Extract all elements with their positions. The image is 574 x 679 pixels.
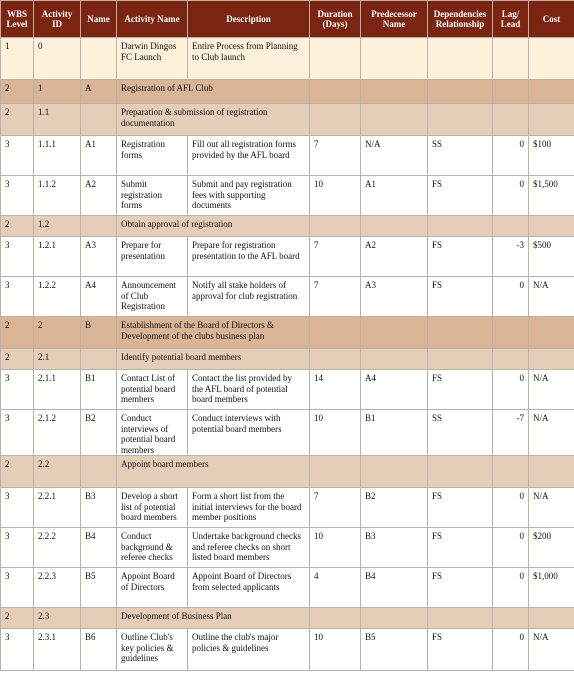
description-cell: Undertake background checks and referee checks on short listed board members (188, 528, 310, 568)
empty-cell (529, 80, 574, 104)
empty-cell (428, 216, 493, 237)
empty-cell (428, 608, 493, 629)
empty-cell (310, 349, 361, 370)
name-cell (81, 104, 117, 136)
predecessor-cell: B5 (361, 629, 428, 671)
empty-cell (361, 349, 428, 370)
activity-id-cell: 2.1 (34, 349, 81, 370)
activity-id-cell: 1.1.2 (34, 176, 81, 216)
name-cell (81, 216, 117, 237)
lag-lead-cell: 0 (493, 136, 529, 176)
name-cell: B5 (81, 568, 117, 608)
table-row (1, 608, 574, 629)
activity-id-cell: 2.1.2 (34, 410, 81, 456)
cost-cell: N/A (529, 488, 574, 528)
activity-id-cell: 2.2.2 (34, 528, 81, 568)
wbs-level-cell: 3 (1, 410, 34, 456)
header-name: Name (81, 1, 117, 38)
section-title-cell: Obtain approval of registration (117, 216, 310, 237)
table-row (1, 80, 574, 104)
header-activity-id: Activity ID (34, 1, 81, 38)
dependency-cell (428, 38, 493, 80)
activity-id-cell: 2.2 (34, 456, 81, 488)
name-cell: B1 (81, 370, 117, 410)
wbs-level-cell: 3 (1, 237, 34, 277)
header-duration: Duration (Days) (310, 1, 361, 38)
empty-cell (310, 317, 361, 349)
lag-lead-cell: 0 (493, 528, 529, 568)
empty-cell (529, 104, 574, 136)
activity-name-cell: Develop a short list of potential board members (117, 488, 188, 528)
name-cell: B (81, 317, 117, 349)
table-row (1, 528, 574, 568)
lag-lead-cell: -3 (493, 237, 529, 277)
activity-id-cell: 2.2.1 (34, 488, 81, 528)
empty-cell (310, 608, 361, 629)
lag-lead-cell: 0 (493, 176, 529, 216)
predecessor-cell: B2 (361, 488, 428, 528)
activity-id-cell: 1.1.1 (34, 136, 81, 176)
activity-name-cell: Conduct background & referee checks (117, 528, 188, 568)
wbs-level-cell: 2 (1, 104, 34, 136)
empty-cell (493, 80, 529, 104)
name-cell: B4 (81, 528, 117, 568)
dependency-cell: FS (428, 568, 493, 608)
table-body (1, 38, 574, 671)
wbs-level-cell: 2 (1, 456, 34, 488)
cost-cell: $1,500 (529, 176, 574, 216)
name-cell: B6 (81, 629, 117, 671)
empty-cell (310, 456, 361, 488)
empty-cell (428, 456, 493, 488)
activity-id-cell: 1 (34, 80, 81, 104)
empty-cell (428, 349, 493, 370)
table-row (1, 488, 574, 528)
table-row (1, 176, 574, 216)
predecessor-cell: A2 (361, 237, 428, 277)
wbs-level-cell: 3 (1, 568, 34, 608)
empty-cell (493, 317, 529, 349)
activity-id-cell: 1.2 (34, 216, 81, 237)
lag-lead-cell: -7 (493, 410, 529, 456)
cost-cell: N/A (529, 629, 574, 671)
dependency-cell: SS (428, 410, 493, 456)
activity-name-cell: Contact List of potential board members (117, 370, 188, 410)
duration-cell: 4 (310, 568, 361, 608)
name-cell: A4 (81, 277, 117, 317)
duration-cell: 14 (310, 370, 361, 410)
predecessor-cell: A4 (361, 370, 428, 410)
name-cell (81, 608, 117, 629)
activity-name-cell: Registration forms (117, 136, 188, 176)
table-row (1, 410, 574, 456)
activity-name-cell: Announcement of Club Registration (117, 277, 188, 317)
description-cell: Contact the list provided by the AFL board of potential board members (188, 370, 310, 410)
predecessor-cell: B4 (361, 568, 428, 608)
empty-cell (361, 216, 428, 237)
wbs-level-cell: 2 (1, 349, 34, 370)
description-cell: Fill out all registration forms provided by the AFL board (188, 136, 310, 176)
description-cell: Form a short list from the initial interviews for the board member positions (188, 488, 310, 528)
cost-cell: N/A (529, 410, 574, 456)
wbs-level-cell: 3 (1, 136, 34, 176)
cost-cell: $200 (529, 528, 574, 568)
dependency-cell: FS (428, 629, 493, 671)
header-wbs-level: WBS Level (1, 1, 34, 38)
empty-cell (529, 317, 574, 349)
lag-lead-cell: 0 (493, 277, 529, 317)
name-cell: A (81, 80, 117, 104)
activity-id-cell: 2.3 (34, 608, 81, 629)
cost-cell: $1,000 (529, 568, 574, 608)
predecessor-cell: N/A (361, 136, 428, 176)
name-cell (81, 38, 117, 80)
header-lag-lead: Lag/ Lead (493, 1, 529, 38)
section-title-cell: Appoint board members (117, 456, 310, 488)
activity-id-cell: 2.2.3 (34, 568, 81, 608)
wbs-level-cell: 3 (1, 528, 34, 568)
empty-cell (428, 104, 493, 136)
table-row (1, 216, 574, 237)
lag-lead-cell (493, 38, 529, 80)
activity-id-cell: 2.3.1 (34, 629, 81, 671)
section-title-cell: Registration of AFL Club (117, 80, 310, 104)
empty-cell (361, 317, 428, 349)
table-row (1, 629, 574, 671)
dependency-cell: FS (428, 488, 493, 528)
activity-id-cell: 1.2.2 (34, 277, 81, 317)
wbs-level-cell: 2 (1, 608, 34, 629)
table-row (1, 349, 574, 370)
table-row (1, 104, 574, 136)
activity-id-cell: 0 (34, 38, 81, 80)
activity-name-cell: Conduct interviews of potential board members (117, 410, 188, 456)
description-cell: Outline the club's major policies & guidelines (188, 629, 310, 671)
dependency-cell: SS (428, 136, 493, 176)
description-cell: Appoint Board of Directors from selected applicants (188, 568, 310, 608)
wbs-level-cell: 3 (1, 370, 34, 410)
activity-id-cell: 2 (34, 317, 81, 349)
empty-cell (361, 80, 428, 104)
table-row (1, 568, 574, 608)
description-cell: Conduct interviews with potential board members (188, 410, 310, 456)
empty-cell (310, 104, 361, 136)
header-description: Description (188, 1, 310, 38)
lag-lead-cell: 0 (493, 629, 529, 671)
empty-cell (361, 608, 428, 629)
description-cell: Entire Process from Planning to Club launch (188, 38, 310, 80)
activity-id-cell: 1.1 (34, 104, 81, 136)
empty-cell (529, 608, 574, 629)
description-cell: Prepare for registration presentation to the AFL board (188, 237, 310, 277)
activity-name-cell: Darwin Dingos FC Launch (117, 38, 188, 80)
empty-cell (493, 456, 529, 488)
duration-cell (310, 38, 361, 80)
empty-cell (361, 456, 428, 488)
cost-cell: $500 (529, 237, 574, 277)
wbs-level-cell: 3 (1, 176, 34, 216)
cost-cell (529, 38, 574, 80)
empty-cell (529, 216, 574, 237)
empty-cell (310, 216, 361, 237)
activity-name-cell: Prepare for presentation (117, 237, 188, 277)
lag-lead-cell: 0 (493, 568, 529, 608)
name-cell: B2 (81, 410, 117, 456)
header-cost: Cost (529, 1, 574, 38)
name-cell (81, 456, 117, 488)
activity-name-cell: Outline Club's key policies & guidelines (117, 629, 188, 671)
section-title-cell: Development of Business Plan (117, 608, 310, 629)
lag-lead-cell: 0 (493, 488, 529, 528)
dependency-cell: FS (428, 237, 493, 277)
dependency-cell: FS (428, 370, 493, 410)
empty-cell (310, 80, 361, 104)
empty-cell (428, 317, 493, 349)
duration-cell: 7 (310, 136, 361, 176)
wbs-level-cell: 1 (1, 38, 34, 80)
name-cell: A3 (81, 237, 117, 277)
table-row (1, 456, 574, 488)
header-row (1, 1, 574, 38)
dependency-cell: FS (428, 277, 493, 317)
activity-id-cell: 1.2.1 (34, 237, 81, 277)
cost-cell: $100 (529, 136, 574, 176)
dependency-cell: FS (428, 528, 493, 568)
empty-cell (428, 80, 493, 104)
wbs-level-cell: 2 (1, 80, 34, 104)
empty-cell (529, 349, 574, 370)
section-title-cell: Preparation & submission of registration documentation (117, 104, 310, 136)
section-title-cell: Establishment of the Board of Directors & Development of the clubs business plan (117, 317, 310, 349)
table-row (1, 317, 574, 349)
table-row (1, 370, 574, 410)
empty-cell (493, 216, 529, 237)
header-predecessor: Predecessor Name (361, 1, 428, 38)
name-cell: A2 (81, 176, 117, 216)
empty-cell (529, 456, 574, 488)
header-activity-name: Activity Name (117, 1, 188, 38)
name-cell: A1 (81, 136, 117, 176)
dependency-cell: FS (428, 176, 493, 216)
description-cell: Notify all stake holders of approval for club registration (188, 277, 310, 317)
activity-id-cell: 2.1.1 (34, 370, 81, 410)
activity-name-cell: Appoint Board of Directors (117, 568, 188, 608)
name-cell (81, 349, 117, 370)
lag-lead-cell: 0 (493, 370, 529, 410)
empty-cell (493, 349, 529, 370)
duration-cell: 7 (310, 277, 361, 317)
table-row (1, 277, 574, 317)
predecessor-cell: A1 (361, 176, 428, 216)
empty-cell (493, 104, 529, 136)
duration-cell: 10 (310, 410, 361, 456)
wbs-level-cell: 3 (1, 488, 34, 528)
wbs-level-cell: 2 (1, 317, 34, 349)
section-title-cell: Identify potential board members (117, 349, 310, 370)
cost-cell: N/A (529, 277, 574, 317)
predecessor-cell: A3 (361, 277, 428, 317)
wbs-level-cell: 3 (1, 629, 34, 671)
duration-cell: 10 (310, 176, 361, 216)
table-row (1, 38, 574, 80)
predecessor-cell: B3 (361, 528, 428, 568)
description-cell: Submit and pay registration fees with supporting documents (188, 176, 310, 216)
duration-cell: 10 (310, 528, 361, 568)
duration-cell: 10 (310, 629, 361, 671)
table-row (1, 136, 574, 176)
table-row (1, 237, 574, 277)
name-cell: B3 (81, 488, 117, 528)
predecessor-cell: B1 (361, 410, 428, 456)
wbs-level-cell: 2 (1, 216, 34, 237)
predecessor-cell (361, 38, 428, 80)
duration-cell: 7 (310, 237, 361, 277)
cost-cell: N/A (529, 370, 574, 410)
activity-name-cell: Submit registration forms (117, 176, 188, 216)
empty-cell (361, 104, 428, 136)
empty-cell (493, 608, 529, 629)
wbs-level-cell: 3 (1, 277, 34, 317)
duration-cell: 7 (310, 488, 361, 528)
header-dependencies: Dependencies Relationship (428, 1, 493, 38)
